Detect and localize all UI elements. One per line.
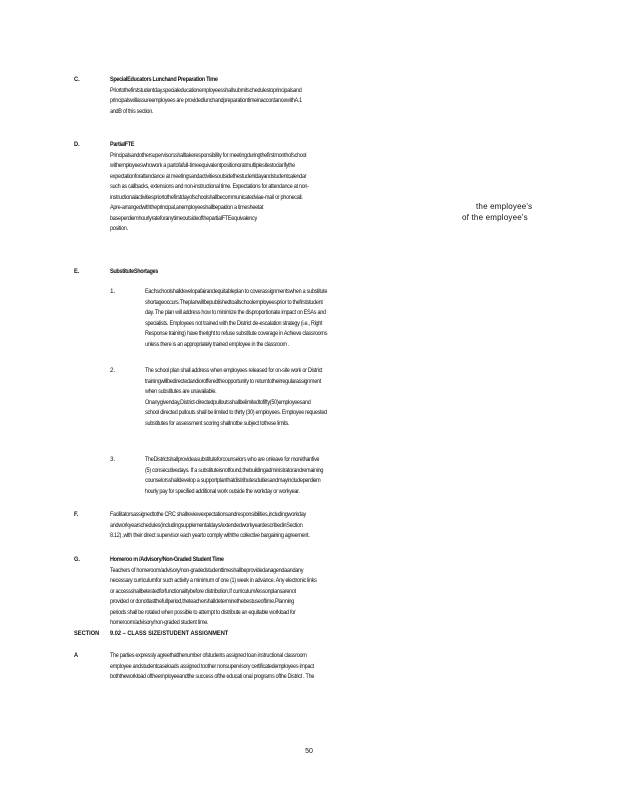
list-item-line: specialists. Employees not trained with the District de-escalation strategy (i.e., Right	[145, 319, 323, 327]
subsection-title: SpecialEducators Lunchand Preparation Time	[110, 76, 218, 83]
list-item-line: Response training) have theright to refuse substitute coverage in Achieve classrooms	[145, 330, 328, 337]
list-item-line: TheDistrictshallprovideasubstituteforcounselors who are onleave for morethanfive	[145, 456, 320, 463]
section-label: A	[74, 652, 79, 659]
list-item-number: 2.	[110, 367, 116, 374]
list-item-line: Eachschoolshalldevelopafairandequitableplan to coverassignmentswhen a substitute	[145, 288, 328, 295]
section-label: G.	[74, 556, 80, 563]
text-line: Teachers of homeroom/advisory/non-gradedstudenttimeshallbeprovidedanagendaandany	[110, 566, 304, 574]
text-line: necessary curriculumfor such activity a minimum of one (1) week in advance. Any electronic links	[110, 577, 317, 584]
subsection-title: PartialFTE	[110, 141, 135, 148]
section-label: F.	[74, 511, 79, 518]
text-fragment: the employee's	[476, 202, 533, 211]
text-line: provided or donotlastthefullperiod,theteachershalldeterminethebestuseoftime.Planning	[110, 598, 295, 605]
text-line: 8.12) ,with their direct supervisor each yearto comply withthe collective bargaining agreement.	[110, 532, 310, 539]
list-item-line: shortageoccurs.Theplanwillbepublishedtoallschoolemployeesprior to thefirststudent	[145, 298, 323, 306]
subsection-title: SubstituteShortages	[110, 268, 159, 275]
list-item-line: school directed pullouts shall be limited to thirty (30) employees. Employee requested	[145, 409, 327, 416]
list-item-line: when substitutes are unavailable.	[145, 388, 217, 395]
text-fragment: of the employee's	[462, 212, 528, 222]
text-line: withemployeeswhowork a partofafull-timeequivalentpositionoratmultiplesitestoclarifythe	[110, 162, 295, 169]
text-line: andB of this section.	[110, 107, 154, 115]
text-line: boththeworkload oftheemployeeandthe success ofthe educati onal programs ofthe District . The	[110, 673, 315, 680]
page-number: 50	[305, 748, 313, 755]
list-item-line: (5) consecutivedays. If a substituteisnotfound,thebuildingadministratorandremaining	[145, 466, 324, 474]
section-label: C.	[74, 76, 80, 83]
text-line: instructionalactivitiespriortothefirstdayofschoolshallbecommunicatedviae-mail or phonecall.	[110, 193, 303, 201]
text-line: The parties expressly agreethatthenumber ofstudents assigned toan instructional classroom	[110, 652, 307, 659]
text-line: homeroom/advisory/non-graded student time.	[110, 619, 209, 626]
section-heading: 9.02 – CLASS SIZE/STUDENT ASSIGNMENT	[110, 630, 229, 637]
text-line: baseperdiemhourlyrateforanytimeoutsideofthepartialFTEequivalency	[110, 214, 257, 222]
text-line: Facilitatorsassignedtothe CRC shallreviewexpectationsandresponsibilities,includingworkday	[110, 511, 306, 518]
list-item-number: 1.	[110, 288, 116, 295]
text-line: Principalsandothersupervisorsshalltakeresponsibility for meetingduringthefirstmonthofschool	[110, 151, 307, 159]
list-item-line: trainingwillbedirectedandiorofferedtheopportunity to returntotheirregularassignment	[145, 377, 321, 385]
list-item-line: unless there is an appropriately trained employee in the classroom .	[145, 340, 290, 348]
text-line: Priortothefirststudentday,specialeducationemployeesshallsubmitschedulestoprincipalsand	[110, 86, 302, 94]
list-item-line: day. The plan will address how to minimize the disproportionate impact on ESAs and	[145, 309, 326, 316]
text-line: such as callbacks, extensions and non-instructional time. Expectations for attendance at non-	[110, 183, 309, 190]
text-line: periods shall be rotated when possible to attempt to distribute an equitable workload for	[110, 608, 296, 616]
text-line: position.	[110, 225, 128, 232]
text-line: expectationforattendance at meetingsandactivitiesoutsidethestudentdayandstudentcalendar	[110, 172, 307, 180]
list-item-line: counselorsshalldevelop a supportplanthatdistributesduitiesandmayincludeperdiem	[145, 477, 321, 484]
section-label: D.	[74, 141, 80, 148]
text-line: or accessshallbetestedforfunctionalitybefore distribution.If curriculum/lessonplansarenot	[110, 587, 296, 595]
list-item-line: hourly pay for specified additional work outside the workday or workyear.	[145, 487, 300, 495]
subsection-title: Homeroo m /Advisory/Non-Graded Student Time	[110, 556, 224, 563]
section-label: E.	[74, 268, 80, 275]
text-line: employee andstudentcaseloads assigned toother nonsupervisory certificatedemployees impact	[110, 662, 314, 670]
list-item-line: The school plan shall address when employees released for on-site work or District	[145, 367, 323, 374]
text-line: principalswillassureemployees are providedlunchandpreparationtimeinaccordancewithA.1	[110, 97, 302, 104]
list-item-number: 3.	[110, 456, 116, 463]
section-label: SECTION	[74, 630, 100, 637]
list-item-line: Onanygivenday,District-directedpulloutsshallbelimitedtofifty(50)employeesand	[145, 398, 311, 406]
text-line: Apre-arrangedwiththeprincipal,anemployeeshallbepaidon a timesheetat	[110, 204, 264, 211]
text-line: andworkyearschedules(includingsupplementaldays/extendedworkyeardescribedinSection	[110, 521, 303, 529]
list-item-line: substitutes for assessment scoring shallnotbe subject tothese limits.	[145, 419, 290, 427]
